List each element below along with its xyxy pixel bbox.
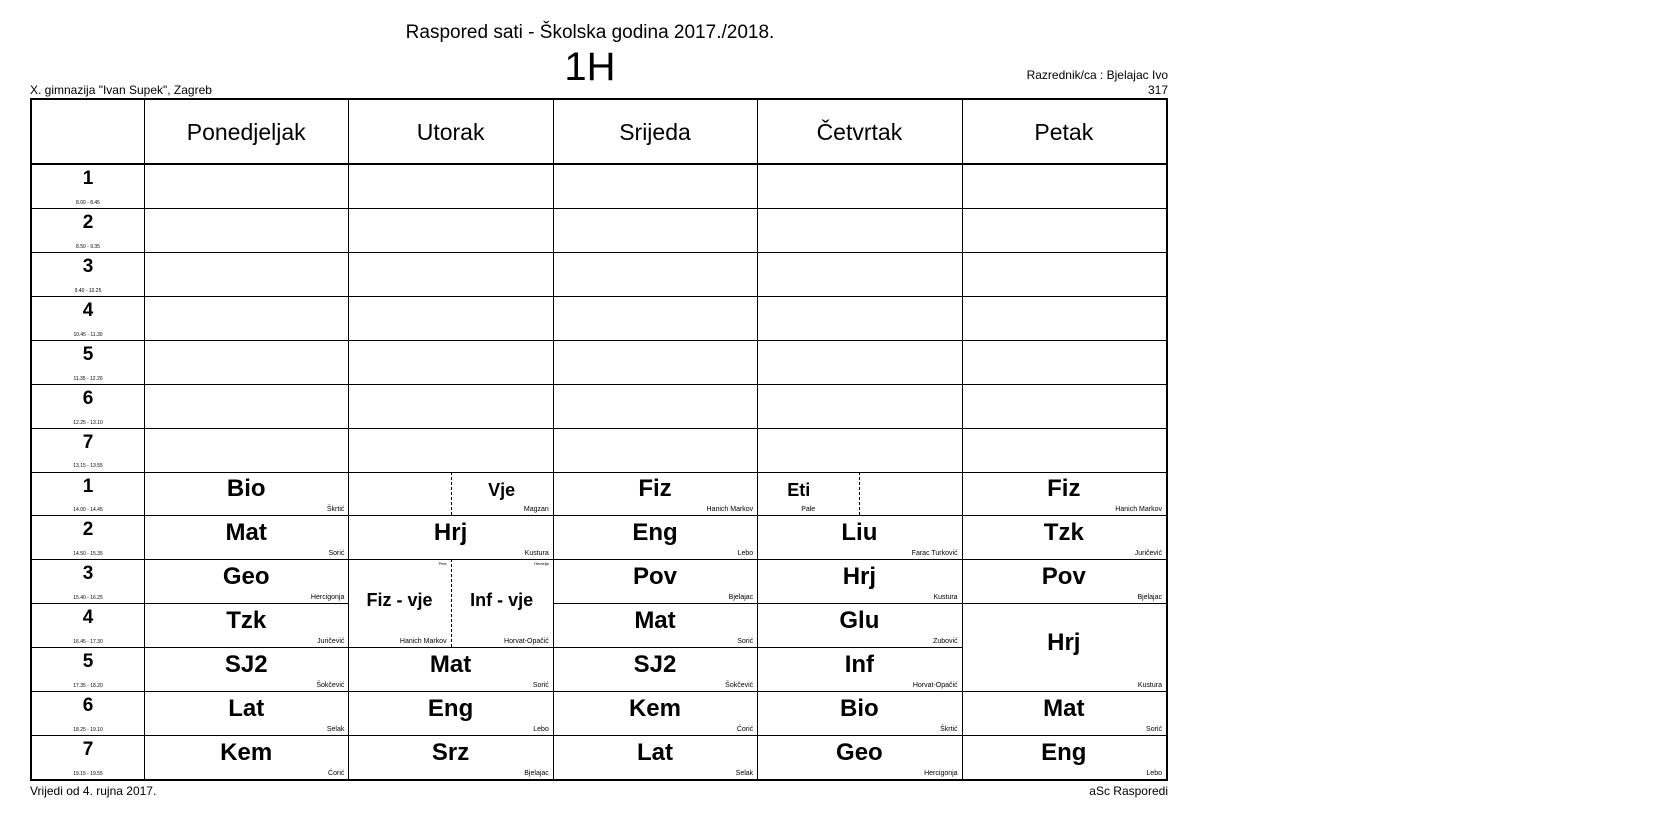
period-number: 6 [82, 695, 94, 717]
lesson-teacher: Bjelajac [1137, 594, 1162, 602]
lesson-subject: Tzk [226, 607, 267, 635]
valid-from: Vrijedi od 4. rujna 2017. [30, 784, 157, 798]
period-label [32, 603, 144, 647]
lesson-subject: Mat [634, 607, 676, 635]
lesson-subject: Bio [226, 475, 266, 503]
brand-label: aSc Rasporedi [1089, 784, 1168, 798]
period-time: 16.45 - 17.30 [73, 639, 103, 646]
lesson-subject: Bio [840, 695, 879, 723]
row-divider [32, 603, 144, 604]
row-divider [348, 208, 552, 209]
lesson-cell [757, 735, 961, 779]
row-divider [962, 296, 1166, 297]
lesson-teacher: Zubović [933, 638, 958, 646]
row-divider [962, 340, 1166, 341]
lesson-cell [757, 603, 961, 647]
lesson-cell [757, 691, 961, 735]
lesson-teacher: Magzan [523, 506, 549, 514]
period-label [32, 428, 144, 472]
row-divider [32, 735, 144, 736]
row-divider [962, 252, 1166, 253]
period-number: 7 [82, 431, 94, 453]
lesson-teacher: Hanich Markov [399, 638, 447, 646]
row-divider [962, 208, 1166, 209]
period-time: 19.15 - 19.55 [73, 770, 103, 777]
row-divider [32, 515, 144, 516]
lesson-teacher: Hanich Markov [706, 506, 754, 514]
lesson-subject: Geo [222, 563, 270, 591]
lesson-cell [144, 559, 348, 603]
period-number: 6 [82, 387, 94, 409]
row-divider [32, 647, 144, 648]
lesson-teacher: Bjelajac [524, 769, 549, 777]
lesson-subject: Fiz [1047, 475, 1081, 503]
lesson-teacher: Farac Turković [911, 550, 958, 558]
lesson-subject: Mat [1043, 695, 1085, 723]
period-number: 2 [82, 519, 94, 541]
lesson-cell [757, 472, 859, 516]
lesson-subject: Tzk [1043, 519, 1084, 547]
lesson-cell [553, 559, 757, 603]
lesson-subject: SJ2 [633, 651, 677, 679]
lesson-teacher: Ćorić [736, 726, 754, 734]
period-label [32, 559, 144, 603]
period-time: 18.25 - 19.10 [73, 727, 103, 734]
lesson-subject: Mat [225, 519, 267, 547]
row-divider [144, 296, 348, 297]
row-divider [348, 296, 552, 297]
class-teacher: Razrednik/ca : Bjelajac Ivo [1026, 68, 1168, 82]
row-divider [32, 472, 144, 473]
lesson-cell [144, 472, 348, 516]
lesson-cell [348, 735, 552, 779]
row-divider [757, 340, 961, 341]
row-divider [32, 252, 144, 253]
row-divider [757, 428, 961, 429]
period-time: 14.50 - 15.35 [73, 551, 103, 558]
period-label [32, 735, 144, 779]
lesson-cell [348, 559, 450, 647]
row-divider [962, 428, 1166, 429]
lesson-cell [553, 647, 757, 691]
lesson-teacher: Pale [801, 506, 816, 514]
period-number: 7 [82, 739, 94, 761]
row-divider [553, 384, 757, 385]
lesson-subject: Eti [787, 479, 811, 500]
lesson-teacher-top: Pele [438, 561, 447, 567]
lesson-cell [962, 472, 1166, 516]
period-label [32, 384, 144, 428]
lesson-cell [962, 559, 1166, 603]
day-header: Utorak [416, 118, 485, 145]
period-time: 11.35 - 12.20 [73, 375, 103, 382]
row-divider [32, 691, 144, 692]
lesson-teacher: Horvat-Opačić [912, 682, 958, 690]
period-time: 8.50 - 9.35 [76, 243, 100, 250]
row-divider [553, 296, 757, 297]
period-number: 4 [82, 607, 94, 629]
lesson-cell [553, 515, 757, 559]
lesson-cell [451, 472, 553, 516]
row-divider [32, 208, 144, 209]
header-divider [32, 163, 1166, 165]
row-divider [144, 428, 348, 429]
period-number: 2 [82, 211, 94, 233]
lesson-teacher: Lebo [1146, 769, 1162, 777]
lesson-cell [144, 735, 348, 779]
period-label [32, 208, 144, 252]
room-number: 317 [1147, 83, 1168, 97]
lesson-teacher: Hercigonja [924, 769, 958, 777]
lesson-teacher: Sorić [328, 550, 345, 558]
lesson-teacher: Hercigonja [310, 594, 345, 602]
lesson-cell [144, 603, 348, 647]
lesson-subject: Hrj [842, 563, 877, 591]
period-time: 8.00 - 8.45 [76, 199, 100, 206]
row-divider [32, 296, 144, 297]
period-label [32, 515, 144, 559]
lesson-teacher: Juričević [317, 638, 345, 646]
lesson-teacher: Horvat-Opačić [504, 638, 549, 646]
day-header: Četvrtak [816, 118, 903, 145]
lesson-teacher: Selak [326, 726, 345, 734]
lesson-subject: Lat [228, 695, 265, 723]
row-divider [144, 340, 348, 341]
lesson-teacher: Selak [735, 769, 754, 777]
lesson-subject: Kem [628, 695, 681, 723]
row-divider [348, 384, 552, 385]
lesson-subject: Eng [632, 519, 678, 547]
day-header: Petak [1034, 118, 1094, 145]
lesson-subject: Srz [431, 739, 470, 767]
period-number: 1 [82, 168, 94, 189]
period-label [32, 647, 144, 691]
lesson-cell [144, 515, 348, 559]
lesson-cell [144, 691, 348, 735]
period-time: 15.40 - 16.25 [73, 595, 103, 602]
split-divider [859, 472, 860, 516]
class-name: 1H [564, 45, 616, 89]
lesson-subject: Pov [632, 563, 677, 591]
school-name: X. gimnazija "Ivan Supek", Zagreb [30, 83, 212, 97]
period-time: 10.45 - 11.30 [73, 331, 103, 338]
period-time: 17.35 - 18.20 [73, 683, 103, 690]
lesson-cell [962, 515, 1166, 559]
lesson-subject: Vje [488, 479, 516, 500]
lesson-cell [962, 691, 1166, 735]
lesson-subject: Eng [1041, 739, 1087, 767]
lesson-cell [962, 735, 1166, 779]
lesson-cell [553, 735, 757, 779]
lesson-subject: Fiz - vje [366, 589, 433, 610]
lesson-subject: Kem [220, 739, 273, 767]
lesson-teacher-top: Hemelja [534, 561, 549, 567]
period-time: 12.25 - 13.10 [73, 419, 103, 426]
period-label [32, 691, 144, 735]
period-time: 13.15 - 13.55 [73, 463, 103, 470]
row-divider [32, 340, 144, 341]
row-divider [348, 428, 552, 429]
split-divider [451, 472, 452, 516]
lesson-subject: Glu [839, 607, 880, 635]
lesson-subject: Inf - vje [470, 589, 534, 610]
lesson-teacher: Kustura [524, 550, 549, 558]
lesson-teacher: Kustura [1137, 682, 1162, 690]
period-label [32, 164, 144, 208]
lesson-subject: Fiz [638, 475, 672, 503]
lesson-subject: Mat [429, 651, 472, 679]
lesson-subject: Liu [841, 519, 878, 547]
period-number: 1 [82, 475, 94, 497]
lesson-teacher: Šokčević [316, 682, 345, 690]
row-divider [144, 384, 348, 385]
lesson-cell [451, 559, 553, 647]
lesson-cell [553, 603, 757, 647]
lesson-teacher: Ćorić [328, 769, 345, 777]
lesson-cell [348, 691, 552, 735]
timetable-grid [30, 98, 1168, 781]
period-number: 5 [82, 343, 94, 365]
lesson-subject: Eng [427, 695, 474, 723]
lesson-cell [553, 472, 757, 516]
lesson-cell [144, 647, 348, 691]
lesson-teacher: Sorić [737, 638, 754, 646]
row-divider [553, 428, 757, 429]
lesson-teacher: Hanich Markov [1115, 506, 1162, 514]
row-divider [348, 340, 552, 341]
row-divider [553, 208, 757, 209]
lesson-cell [348, 647, 552, 691]
lesson-cell [553, 691, 757, 735]
lesson-cell [962, 603, 1166, 691]
row-divider [962, 384, 1166, 385]
row-divider [144, 208, 348, 209]
lesson-teacher: Lebo [533, 726, 549, 734]
header-title: Raspored sati - Školska godina 2017./2018. [405, 22, 775, 43]
period-label [32, 296, 144, 340]
lesson-teacher: Sorić [532, 682, 549, 690]
lesson-teacher: Kustura [933, 594, 958, 602]
lesson-subject: Hrj [433, 519, 468, 547]
period-number: 5 [82, 651, 94, 673]
lesson-teacher: Škrtić [326, 506, 345, 514]
row-divider [757, 384, 961, 385]
row-divider [553, 252, 757, 253]
lesson-cell [757, 559, 961, 603]
lesson-subject: Lat [636, 739, 673, 767]
lesson-subject: Pov [1041, 563, 1086, 591]
lesson-cell [348, 515, 552, 559]
lesson-teacher: Šokčević [725, 682, 754, 690]
row-divider [348, 252, 552, 253]
day-header: Ponedjeljak [186, 118, 306, 145]
lesson-subject: Hrj [1047, 629, 1081, 657]
lesson-subject: Inf [844, 651, 875, 679]
lesson-teacher: Sorić [1146, 726, 1162, 734]
row-divider [144, 252, 348, 253]
period-time: 9.40 - 10.25 [74, 287, 102, 294]
lesson-subject: Geo [836, 739, 883, 767]
lesson-teacher: Bjelajac [728, 594, 754, 602]
period-label [32, 252, 144, 296]
row-divider [32, 428, 144, 429]
period-label [32, 472, 144, 516]
day-header: Srijeda [619, 118, 691, 145]
lesson-teacher: Lebo [737, 550, 754, 558]
row-divider [757, 296, 961, 297]
lesson-teacher: Juričević [1134, 550, 1162, 558]
row-divider [32, 559, 144, 560]
period-number: 3 [82, 255, 94, 277]
row-divider [553, 340, 757, 341]
lesson-teacher: Škrtić [940, 726, 958, 734]
period-label [32, 340, 144, 384]
period-number: 3 [82, 563, 94, 585]
row-divider [757, 208, 961, 209]
lesson-subject: SJ2 [224, 651, 268, 679]
lesson-cell [757, 647, 961, 691]
lesson-cell [757, 515, 961, 559]
row-divider [757, 252, 961, 253]
period-number: 4 [82, 299, 94, 321]
row-divider [32, 384, 144, 385]
period-time: 14.00 - 14.45 [73, 507, 103, 514]
